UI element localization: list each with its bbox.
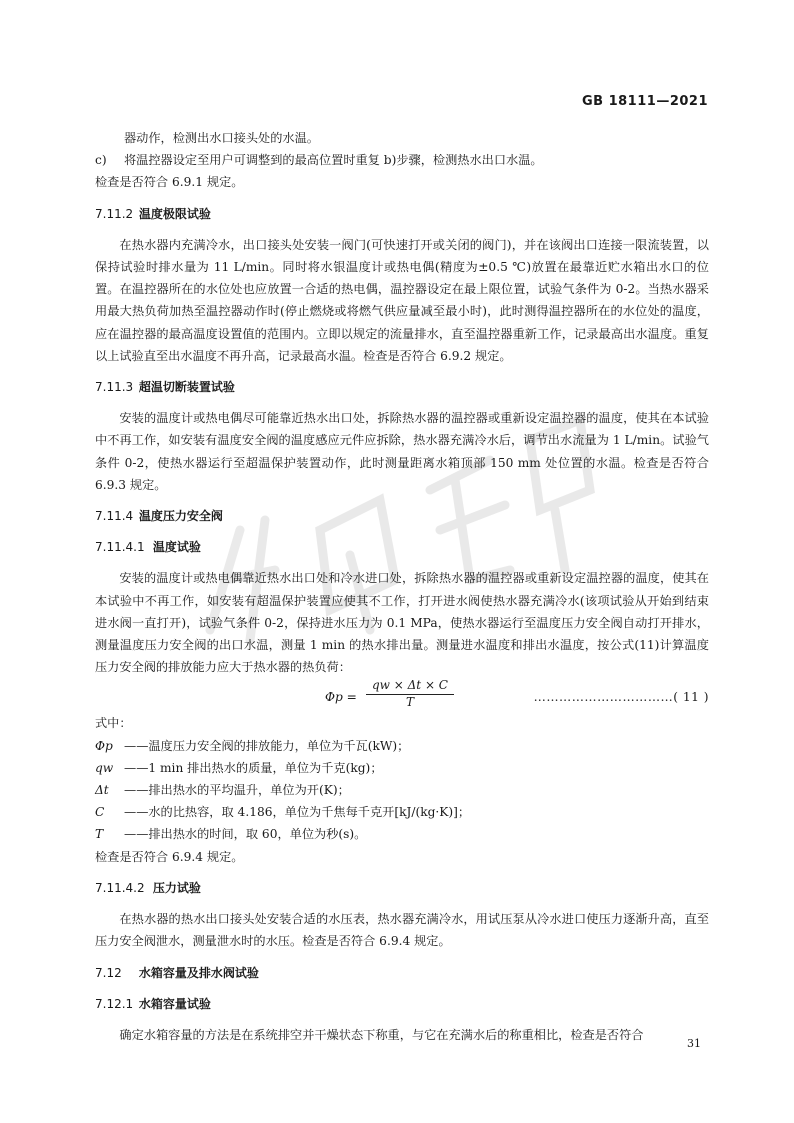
definition: ——排出热水的平均温升，单位为开(K)； [124, 783, 350, 798]
check-6-9-1: 检查是否符合 6.9.1 规定。 [95, 175, 244, 190]
section-number: 7.11.3 [95, 380, 134, 395]
formula-fraction [366, 678, 454, 710]
paragraph-7-11-2: 在热水器内充满冷水，出口接头处安装一阀门(可快速打开或关闭的阀门)，并在该阀出口连接一限流装置，以保持试验时排水量为 11 L/min。同时将水银温度计或热电偶(精度为±0.5 ℃)放置在最靠近贮水箱出水口的位置。在温控器所在的水位处也应放置一合适的热电偶，温控器设定在最上限位置，试验气条件为 0-2。当热水器采用最大热负荷加热至温控器动作时(停止燃烧或将燃气供应量减至最小时)，此时测得温控器所在的水位处的温度，应在温控器的最高温度设置值的范围内。立即以规定的流量排水，直至温控器重新工作，记录最高出水温度。重复以上试验直至出水温度不再升高，记录最高水温。检查是否符合 6.9.2 规定。 [95, 237, 709, 363]
section-number: 7.11.4.2 [95, 880, 145, 895]
section-title: 温度试验 [152, 540, 201, 555]
symbol-definition [95, 735, 709, 757]
list-item-c [95, 149, 709, 171]
paragraph-7-11-4-2: 在热水器的热水出口接头处安装合适的水压表，热水器充满冷水，用试压泵从冷水进口使压力逐渐升高，直至压力安全阀泄水，测量泄水时的水压。检查是否符合 6.9.4 规定。 [95, 912, 709, 949]
section-title: 超温切断装置试验 [138, 380, 235, 395]
formula-numerator: qw × Δt × C [366, 678, 454, 695]
section-title: 温度极限试验 [138, 206, 211, 221]
list-label-c: c) [95, 153, 107, 168]
document-body [95, 127, 709, 1046]
symbol: qw [95, 760, 114, 775]
formula-reference: ……………………………( 11 ) [533, 690, 709, 705]
section-heading-7-12-1 [95, 993, 709, 1015]
symbol: Δt [95, 783, 109, 798]
section-title: 水箱容量试验 [138, 996, 211, 1011]
where-label: 式中： [95, 716, 132, 731]
section-heading-7-12 [95, 962, 709, 984]
standard-header: GB 18111—2021 [581, 94, 708, 109]
section-number: 7.11.2 [95, 206, 134, 221]
formula-11 [95, 678, 709, 712]
section-number: 7.12.1 [95, 996, 134, 1011]
symbol-definition [95, 757, 709, 779]
definition: ——1 min 排出热水的质量，单位为千克(kg)； [124, 760, 383, 775]
paragraph-7-11-3: 安装的温度计或热电偶尽可能靠近热水出口处，拆除热水器的温控器或重新设定温控器的温度，使其在本试验中不再工作，如安装有温度安全阀的温度感应元件应拆除，热水器充满冷水后，调节出水流量为 1 L/min。试验气条件 0-2，使热水器运行至超温保护装置动作，此时测量距离水箱顶部 150 mm 处位置的水温。检查是否符合 6.9.3 规定。 [95, 411, 709, 492]
symbol: T [95, 827, 104, 842]
symbol: Φp [95, 738, 113, 753]
page-number: 31 [687, 1037, 701, 1050]
paragraph-b-continued: 器动作，检测出水口接头处的水温。 [124, 131, 319, 145]
section-heading-7-11-4-2 [95, 877, 709, 899]
section-title: 温度压力安全阀 [138, 509, 223, 524]
section-heading-7-11-3 [95, 376, 709, 398]
symbol-definition [95, 823, 709, 845]
check-6-9-4: 检查是否符合 6.9.4 规定。 [95, 849, 244, 864]
section-number: 7.12 [95, 965, 122, 980]
formula-lhs: Φp = [325, 690, 357, 705]
symbol-definition [95, 801, 709, 823]
section-title: 压力试验 [152, 880, 201, 895]
list-text-c: 将温控器设定至用户可调整到的最高位置时重复 b)步骤，检测热水出口水温。 [124, 153, 543, 168]
section-heading-7-11-4-1 [95, 536, 709, 558]
section-number: 7.11.4.1 [95, 540, 145, 555]
symbol-definition [95, 779, 709, 801]
section-heading-7-11-4 [95, 505, 709, 527]
definition: ——排出热水的时间，取 60，单位为秒(s)。 [124, 827, 367, 842]
symbol: C [95, 805, 105, 820]
definition: ——温度压力安全阀的排放能力，单位为千瓦(kW)； [124, 738, 410, 753]
paragraph-7-11-4-1: 安装的温度计或热电偶靠近热水出口处和冷水进口处，拆除热水器的温控器或重新设定温控器的温度，使其在本试验中不再工作，如安装有超温保护装置应使其不工作，打开进水阀使热水器充满冷水(该项试验从开始到结束进水阀一直打开)，试验气条件 0-2，保持进水压力为 0.1 MPa，使热水器运行至温度压力安全阀自动打开排水，测量温度压力安全阀的出口水温，测量 1 min 的热水排出量。测量进水温度和排出水温度，按公式(11)计算温度压力安全阀的排放能力应大于热水器的热负荷： [95, 571, 709, 675]
section-title: 水箱容量及排水阀试验 [138, 965, 259, 980]
section-number: 7.11.4 [95, 509, 134, 524]
formula-denominator: T [405, 695, 414, 710]
paragraph-7-12-1: 确定水箱容量的方法是在系统排空并干燥状态下称重，与它在充满水后的称重相比，检查是否符合 [119, 1027, 644, 1042]
definition: ——水的比热容，取 4.186，单位为千焦每千克开[kJ/(kg·K)]； [124, 805, 471, 820]
section-heading-7-11-2 [95, 203, 709, 225]
